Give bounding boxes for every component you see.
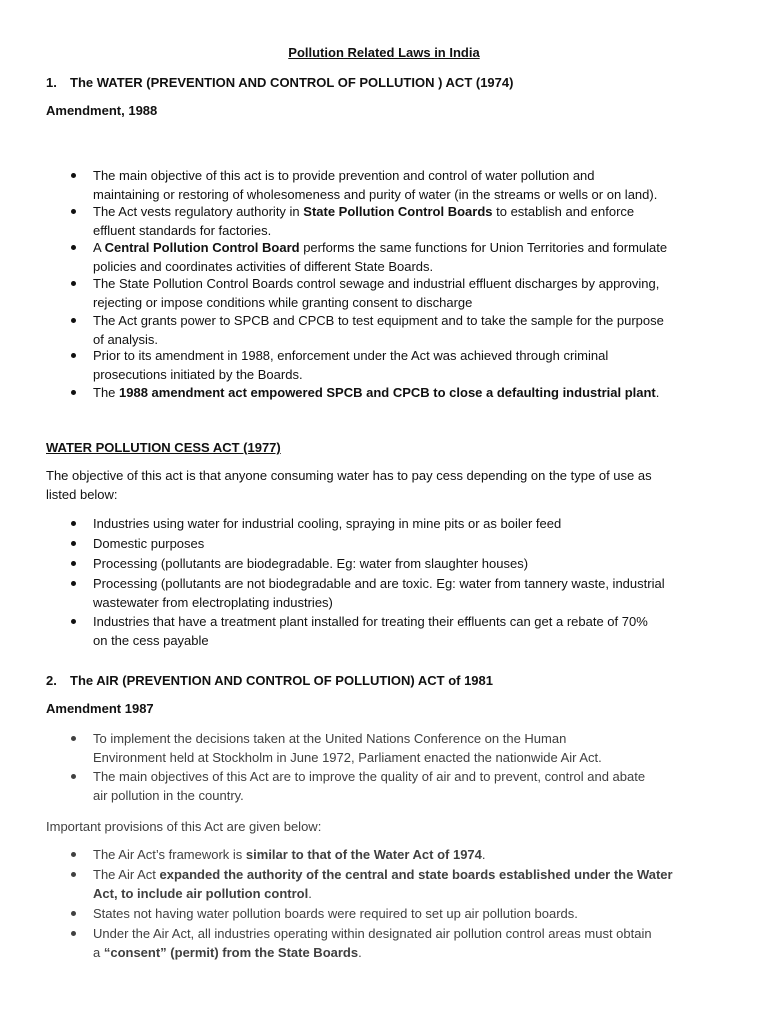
text-run: The Act grants power to SPCB and CPCB to test equipment and to take the sample for the purpose [93, 313, 664, 328]
section-1-amendment: Amendment, 1988 [46, 103, 158, 118]
sec1-bullet-1-line-1 [93, 167, 595, 185]
text-run: rejecting or impose conditions while granting consent to discharge [93, 294, 473, 310]
text-run: on the cess payable [93, 632, 209, 648]
bullet-dot [71, 852, 76, 857]
cess-act-heading: WATER POLLUTION CESS ACT (1977) [46, 440, 281, 455]
text-run: wastewater from electroplating industries) [93, 594, 333, 610]
text-run: . [655, 385, 660, 400]
bullet-dot [71, 209, 76, 214]
bullet-dot [71, 318, 76, 323]
text-run: expanded the authority of the central and state boards established under the Water [159, 867, 673, 882]
text-run: Under the Air Act, all industries operating within designated air pollution control areas must obtain [93, 926, 652, 941]
text-run: Processing (pollutants are not biodegradable and are toxic. Eg: water from tannery waste, industrial [93, 576, 665, 591]
text-run: of analysis. [93, 331, 159, 347]
cess-bullet-4-line-2 [93, 594, 333, 612]
provision-bullet-2-line-1 [93, 866, 673, 884]
bullet-dot [71, 353, 76, 358]
text-run: The Air Act’s framework is [93, 847, 246, 862]
text-run: Prior to its amendment in 1988, enforcement under the Act was achieved through criminal [93, 348, 609, 363]
sec1-bullet-6-line-2 [93, 366, 303, 384]
provision-bullet-4-line-1 [93, 925, 652, 943]
text-run: air pollution in the country. [93, 787, 244, 803]
text-run: Industries using water for industrial cooling, spraying in mine pits or as boiler feed [93, 516, 562, 531]
text-run: States not having water pollution boards were required to set up air pollution boards. [93, 906, 578, 921]
provision-bullet-3-line-1 [93, 905, 578, 923]
text-run: The main objectives of this Act are to improve the quality of air and to prevent, control and abate [93, 769, 646, 784]
sec1-bullet-6-line-1 [93, 347, 608, 365]
sec1-bullet-1-line-2 [93, 186, 657, 204]
text-run: to establish and enforce [492, 204, 635, 219]
cess-bullet-5-line-1 [93, 613, 648, 631]
text-run: performs the same functions for Union Territories and formulate [299, 240, 668, 255]
text-run: 1988 amendment act empowered SPCB and CPCB to close a defaulting industrial plant [119, 385, 656, 400]
bullet-dot [71, 581, 76, 586]
sec1-bullet-4-line-2 [93, 294, 472, 312]
sec1-bullet-5-line-2 [93, 331, 158, 349]
provision-bullet-4-line-2 [93, 944, 362, 962]
text-run: . [481, 847, 486, 862]
section-1-heading: The WATER (PREVENTION AND CONTROL OF POLLUTION ) ACT (1974) [70, 75, 514, 90]
bullet-dot [71, 911, 76, 916]
text-run: Domestic purposes [93, 536, 205, 551]
sec1-bullet-2-line-1 [93, 203, 634, 221]
bullet-dot [71, 736, 76, 741]
cess-intro-line-1: The objective of this act is that anyone consuming water has to pay cess depending on the type of use as [46, 468, 652, 483]
text-run: policies and coordinates activities of different State Boards. [93, 258, 434, 274]
bullet-dot [71, 872, 76, 877]
bullet-dot [71, 619, 76, 624]
sec1-bullet-5-line-1 [93, 312, 664, 330]
text-run: Act, to include air pollution control [93, 885, 309, 901]
text-run: prosecutions initiated by the Boards. [93, 366, 303, 382]
cess-bullet-4-line-1 [93, 575, 665, 593]
section-2-heading: The AIR (PREVENTION AND CONTROL OF POLLUTION) ACT of 1981 [70, 673, 493, 688]
sec1-bullet-3-line-1 [93, 239, 667, 257]
section-1-number: 1. [46, 75, 57, 90]
text-run: To implement the decisions taken at the United Nations Conference on the Human [93, 731, 567, 746]
bullet-dot [71, 521, 76, 526]
bullet-dot [71, 931, 76, 936]
text-run: The main objective of this act is to provide prevention and control of water pollution and [93, 168, 595, 183]
text-run: The State Pollution Control Boards control sewage and industrial effluent discharges by approving, [93, 276, 660, 291]
bullet-dot [71, 390, 76, 395]
text-run: The [93, 385, 120, 400]
text-run: The Air Act [93, 867, 160, 882]
bullet-dot [71, 561, 76, 566]
text-run: effluent standards for factories. [93, 222, 272, 238]
cess-intro-line-2: listed below: [46, 487, 118, 502]
sec2-bullet-2-line-2 [93, 787, 244, 805]
text-run: similar to that of the Water Act of 1974 [245, 847, 482, 862]
text-run: The Act vests regulatory authority in [93, 204, 304, 219]
text-run: “consent” (permit) from the State Boards [103, 944, 359, 960]
text-run: a [93, 944, 104, 960]
provision-bullet-1-line-1 [93, 846, 486, 864]
sec1-bullet-7-line-1 [93, 384, 659, 402]
sec1-bullet-4-line-1 [93, 275, 659, 293]
cess-bullet-5-line-2 [93, 632, 209, 650]
text-run: maintaining or restoring of wholesomeness and purity of water (in the streams or wells or on land). [93, 186, 658, 202]
page-title: Pollution Related Laws in India [288, 45, 480, 60]
text-run: Environment held at Stockholm in June 1972, Parliament enacted the nationwide Air Act. [93, 749, 602, 765]
sec2-bullet-1-line-1 [93, 730, 566, 748]
text-run: Central Pollution Control Board [104, 240, 300, 255]
bullet-dot [71, 173, 76, 178]
cess-bullet-1-line-1 [93, 515, 561, 533]
text-run: . [358, 944, 362, 960]
sec1-bullet-2-line-2 [93, 222, 271, 240]
provision-bullet-2-line-2 [93, 885, 312, 903]
text-run: . [308, 885, 312, 901]
section-2-amendment: Amendment 1987 [46, 701, 154, 716]
text-run: Processing (pollutants are biodegradable. Eg: water from slaughter houses) [93, 556, 529, 571]
sec2-bullet-1-line-2 [93, 749, 602, 767]
cess-bullet-3-line-1 [93, 555, 528, 573]
text-run: A [93, 240, 105, 255]
sec2-bullet-2-line-1 [93, 768, 645, 786]
text-run: State Pollution Control Boards [303, 204, 493, 219]
bullet-dot [71, 245, 76, 250]
bullet-dot [71, 774, 76, 779]
cess-bullet-2-line-1 [93, 535, 204, 553]
bullet-dot [71, 281, 76, 286]
sec1-bullet-3-line-2 [93, 258, 433, 276]
text-run: Industries that have a treatment plant installed for treating their effluents can get a rebate of 70% [93, 614, 648, 629]
provisions-intro: Important provisions of this Act are given below: [46, 819, 322, 834]
bullet-dot [71, 541, 76, 546]
section-2-number: 2. [46, 673, 57, 688]
